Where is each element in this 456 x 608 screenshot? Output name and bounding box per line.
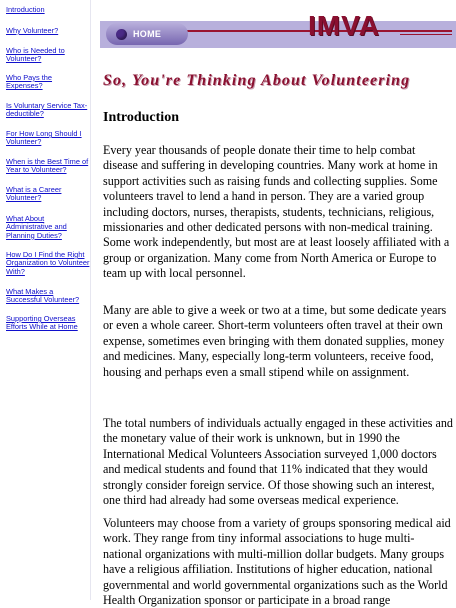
imva-logo-text: IMVA [308,10,380,41]
sidebar-nav [0,0,91,600]
banner-accent-line [412,30,452,32]
section-title: Introduction [103,110,179,125]
sidebar-link-administrative[interactable]: What About Administrative and Planning Duties? [6,214,67,240]
paragraph: The total numbers of individuals actually engaged in these activities and the monetary value of their work is unknown, but in 1990 the International Medical Volunteers Association surveyed 1,000 doctors and medical students and found that 11% indicated that they would strongly consider foreign service. Of those showing such an interest, one third had already had some overseas medical experience. [103,416,453,508]
paragraph: Every year thousands of people donate their time to help combat disease and suffering in developing countries. Many work at home in support activities such as raising funds and collecting supplies. Some volunteers travel to lend a hand in person. They are a varied group including doctors, nurses, therapists, students, technicians, religious, missionaries and other dedicated persons with non-medical training. Some work independently, but most are at least loosely affiliated with a group or organization. Many come from North America or Europe to team up with local personnel. [103,143,450,281]
paragraph: Many are able to give a week or two at a time, but some dedicate years or even a whole career. Short-term volunteers often travel at their own expense, sometimes even bringing with them donated supplies, money and medicines. Many, especially long-term volunteers, receive food, housing and perhaps even a small stipend while on assignment. [103,303,447,379]
sidebar-link-introduction[interactable]: Introduction [6,5,45,14]
imva-logo [286,8,402,44]
sidebar-link-career-volunteer[interactable]: What is a Career Volunteer? [6,185,62,203]
home-button-label: HOME [133,29,162,39]
sidebar-link-successful-volunteer[interactable]: What Makes a Successful Volunteer? [6,287,80,305]
sidebar-link-why-volunteer[interactable]: Why Volunteer? [6,26,59,35]
sidebar-link-tax-deductible[interactable]: Is Voluntary Service Tax- deductible? [6,101,88,119]
sidebar-link-right-organization[interactable]: How Do I Find the Right Organization to Volunteer With? [6,250,90,276]
home-bullet-icon [116,29,127,40]
sidebar-link-how-long[interactable]: For How Long Should I Volunteer? [6,129,82,147]
sidebar-link-supporting-overseas[interactable]: Supporting Overseas Efforts While at Home [6,314,78,332]
banner-accent-line [400,34,452,35]
sidebar-link-who-pays[interactable]: Who Pays the Expenses? [6,73,53,91]
home-button[interactable] [106,23,188,45]
site-banner [100,0,456,52]
sidebar-link-who-is-needed[interactable]: Who is Needed to Volunteer? [6,46,65,64]
page-subtitle: So, You're Thinking About Volunteering [103,72,411,89]
sidebar-link-best-time[interactable]: When is the Best Time of Year to Volunteer? [6,157,89,175]
paragraph: Volunteers may choose from a variety of groups sponsoring medical aid work. They range from tiny informal associations to huge multi-national organizations with multi-million dollar budgets. Many groups have a religious affiliation. Institutions of higher education, national governmental and world governmental organizations such as the World Health Organization sponsor or participate in a broad range [103,516,451,608]
